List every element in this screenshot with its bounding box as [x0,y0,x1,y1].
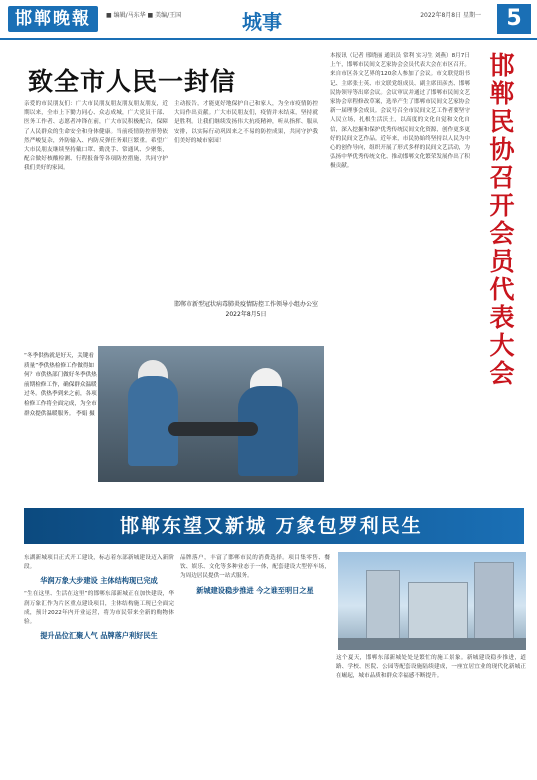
signature-org: 邯郸市新型冠状病毒肺炎疫情防控工作领导小组办公室 [174,301,319,308]
right-article-body: 本报讯（记者 邢晓丽 通讯员 常利 实习生 刘燕）8月7日上午，邯郸市民间文艺家协会会员代表大会在市区召开。来自市区各文艺界的120余人参加了会议。市文联党组书记、主席张士英、市文联党组成员、副主席田彦杰、邯郸民协领导等出席会议。会议审议并通过了邯郸市民间文艺家协会章程修改草案，选举产生了邯郸市民间文艺家协会新一届理事会成员。会议号召全市民间文艺工作者要坚守人民立场，扎根生活沃土，以高度的文化自觉和文化自信，深入挖掘和保护优秀传统民间文化资源，创作更多更好的民间文艺作品。近年来，市民协始终坚持以人民为中心的创作导向，组织开展了形式多样的民间文艺活动，为弘扬中华优秀传统文化、推动邯郸文化繁荣发展作出了积极贡献。 [330,53,470,170]
letter-headline: 致全市人民一封信 [28,67,237,96]
feature-subhead-3: 新城建设稳步推进 今之谁至明日之星 [196,585,314,595]
masthead [0,0,537,40]
worker-figure [128,376,178,466]
letter-column-2: 主动报告，才能更好地保护自己和家人，为全市疫情防控大局作出贡献。广大市民朋友们，疫情并未结束，坚持就是胜利。让我们继续发扬伟大抗疫精神，听从指挥、服从安排，以实际行动巩固来之不易的防控成果，共同守护我们美好的城市家园！ [174,101,318,144]
feature-subhead-1: 华润万象大步建设 主体结构现已完成 [40,576,158,586]
right-article-title: 邯郸民协召开会员代表大会 [486,52,515,388]
letter-signature [174,300,318,320]
workers-photo [98,346,324,482]
feature-column-2 [180,554,330,780]
letter-column-1: 亲爱的市民朋友们：广大市民朋友朋友朋友朋友朋友，近期以来，全市上下勠力同心、众志成城，广大党员干部、医务工作者、志愿者冲锋在前，广大市民积极配合，保障了人民群众的生命安全和身体健康。当前疫情防控形势依然严峻复杂，外防输入、内防反弹任务艰巨繁重。希望广大市民朋友继续坚持戴口罩、勤洗手、常通风、少聚集，配合做好核酸检测、行程报备等各项防控措施，共同守护我们美好的家园。 [24,101,168,172]
feature-banner-title: 邯郸东望又新城 万象包罗利民生 [120,515,423,537]
feature-column-1 [24,554,174,780]
pipe-shape [168,422,258,436]
section-title: 城事 [242,10,282,34]
feature-body-1: “生在这里、生活在这里”的邯郸东部新城正在加快建设，华润万象汇作为片区重点建设项目，主体结构施工现已全面完成，预计2022年内开业运营，将为市民带来全新的购物体验。 [24,591,174,626]
photo-caption: “冬季供热就是好天，关键看质量”季供热检修工作做得如何？市供热部门做好冬季供热前期检修工作，确保群众温暖过冬。供热季到来之前，各项检修工作将全面完成，为全市群众提供温暖服务。 李娟 摄 [24,353,97,417]
feature-intro: 东湖新城项目正式开工建设，标志着东部新城建设迈入新阶段。 [24,555,174,571]
editor-credits: ■ 编辑/马东华 ■ 美编/王国 [106,12,182,19]
newspaper-logo: 邯郸晚報 [8,6,98,32]
feature-body-2: 品牌落户，丰富了邯郸市民的消费选择。项目集零售、餐饮、娱乐、文化等多种业态于一体，配套建设大型停车场，为周边居民提供一站式服务。 [180,555,330,580]
signature-date: 2022年8月5日 [225,311,267,318]
tower-shape [474,562,514,650]
feature-subhead-2: 提升品位汇聚人气 品牌落户利好民生 [40,631,158,641]
issue-date: 2022年8月8日 星期一 [420,12,481,19]
page-number: 5 [497,4,531,34]
building-photo [338,552,526,650]
feature-body-3: 这个夏天，邯郸东部新城处处是繁忙的施工景象。新城建设稳步推进，道路、学校、医院、公园等配套设施陆续建成，一座宜居宜业的现代化新城正在崛起，城市品质和群众幸福感不断提升。 [336,655,526,680]
ground-shape [338,638,526,650]
